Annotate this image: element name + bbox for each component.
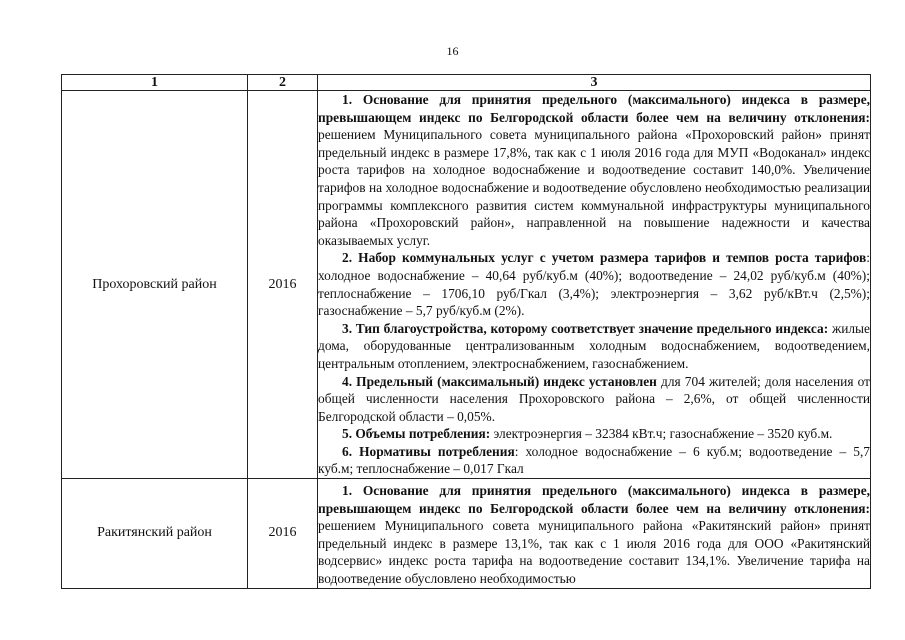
paragraph bbox=[318, 249, 870, 319]
description-cell bbox=[318, 91, 871, 479]
paragraph-text: : холодное водоснабжение – 40,64 руб/куб.м (40%); водоотведение – 24,02 руб/куб.м (40%); теплоснабжение – 1706,10 руб/Гкал (3,4%); электроэнергия – 3,62 руб/кВт.ч (2,5%); газоснабжение – 5,7 руб/куб.м (2%). bbox=[318, 250, 870, 319]
column-header: 2 bbox=[248, 75, 318, 91]
paragraph-heading: 1. Основание для принятия предельного (максимального) индекса в размере, превышающем индекс по Белгородской области более чем на величину отклонения: bbox=[318, 483, 870, 516]
year-cell: 2016 bbox=[248, 479, 318, 589]
description-cell bbox=[318, 479, 871, 589]
district-name: Ракитянский район bbox=[62, 479, 248, 589]
paragraph-text: : холодное водоснабжение – 6 куб.м; водоотведение – 5,7 куб.м; теплоснабжение – 0,017 Гкал bbox=[318, 443, 870, 477]
paragraph bbox=[318, 91, 870, 249]
paragraph bbox=[318, 373, 870, 426]
paragraph-heading: 3. Тип благоустройства, которому соответствует значение предельного индекса: bbox=[342, 320, 829, 336]
page-number: 16 bbox=[446, 44, 459, 58]
paragraph bbox=[318, 443, 870, 478]
tariff-table bbox=[61, 74, 871, 589]
paragraph-text: решением Муниципального совета муниципального района «Прохоровский район» принят предельный индекс в размере 17,8%, так как с 1 июля 2016 года для МУП «Водоканал» индекс роста тарифов на холодное водоснабжение и водоотведение составит 140,0%. Увеличение тарифов на холодное водоснабжение и водоотведение обусловлено необходимостью реализации программы комплексного развития систем коммунальной инфраструктуры муниципального района «Прохоровский район», направленной на повышение надежности и качества оказываемых услуг. bbox=[318, 127, 870, 248]
paragraph-text: электроэнергия – 32384 кВт.ч; газоснабжение – 3520 куб.м. bbox=[490, 426, 833, 442]
column-header: 3 bbox=[318, 75, 871, 91]
paragraph-text: для 704 жителей; доля населения от общей численности населения Прохоровского района – 2,6%, от общей численности Белгородской области – 0,05%. bbox=[318, 373, 870, 424]
paragraph-text: решением Муниципального совета муниципального района «Ракитянский район» принят предельный индекс в размере 13,1%, так как с 1 июля 2016 года для ООО «Ракитянский водсервис» индекс роста тарифа на водоотведение составит 134,1%. Увеличение тарифа на водоотведение обусловлено необходимостью bbox=[318, 518, 870, 587]
district-name: Прохоровский район bbox=[62, 91, 248, 479]
paragraph bbox=[318, 482, 870, 588]
table-header-row bbox=[62, 75, 871, 91]
paragraph bbox=[318, 320, 870, 373]
paragraph-heading: 6. Нормативы потребления bbox=[342, 443, 515, 459]
column-header: 1 bbox=[62, 75, 248, 91]
paragraph-text: жилые дома, оборудованные централизованным холодным водоснабжением, водоотведением, центральным отоплением, электроснабжением, газоснабжением. bbox=[318, 320, 870, 371]
year-cell: 2016 bbox=[248, 91, 318, 479]
paragraph-heading: 2. Набор коммунальных услуг с учетом размера тарифов и темпов роста тарифов bbox=[342, 250, 867, 266]
paragraph bbox=[318, 425, 870, 443]
paragraph-heading: 5. Объемы потребления: bbox=[342, 426, 491, 442]
table-row bbox=[62, 479, 871, 589]
paragraph-heading: 1. Основание для принятия предельного (максимального) индекса в размере, превышающем индекс по Белгородской области более чем на величину отклонения: bbox=[318, 92, 870, 125]
table-row bbox=[62, 91, 871, 479]
paragraph-heading: 4. Предельный (максимальный) индекс установлен bbox=[342, 373, 657, 389]
